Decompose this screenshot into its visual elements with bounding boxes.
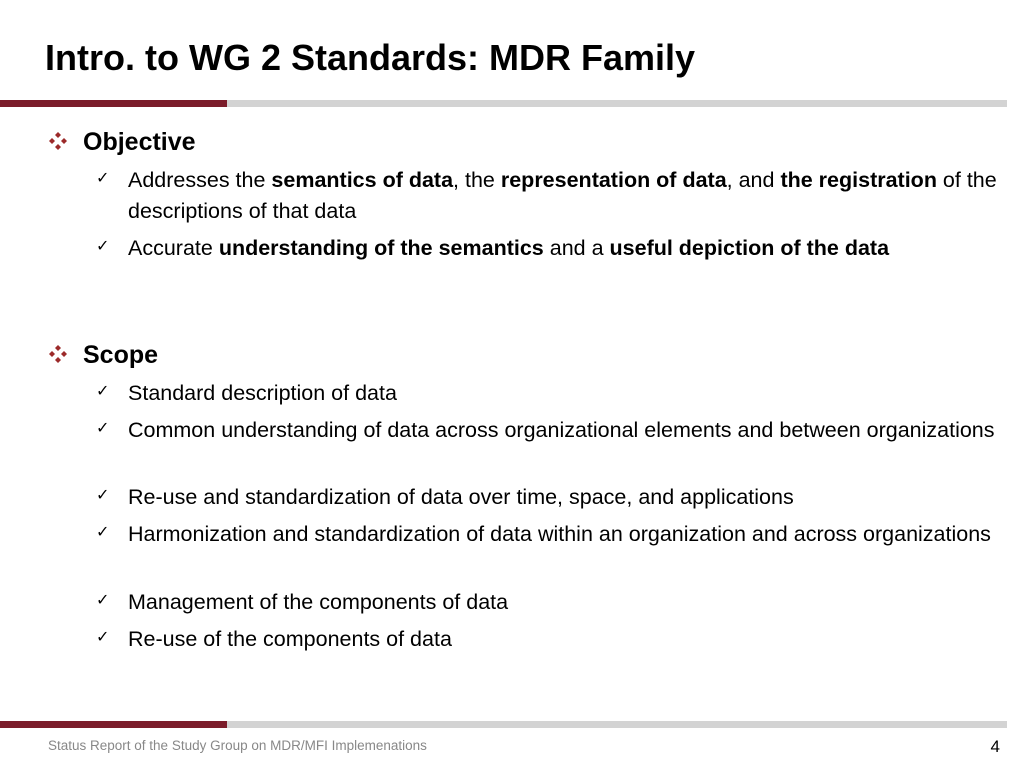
checkmark-icon: ✓ (96, 418, 110, 437)
scope-item-text: Standard description of data (128, 381, 397, 405)
diamond-bullet-icon (48, 344, 68, 364)
section-title-objective: Objective (83, 128, 196, 156)
footer-divider (0, 721, 1007, 728)
scope-item-text: Re-use of the components of data (128, 627, 452, 651)
diamond-bullet-icon (48, 131, 68, 151)
objective-item-text: Accurate understanding of the semantics and a useful depiction of the data (128, 236, 890, 260)
scope-item-text: Harmonization and standardization of data within an organization and across organizations (128, 522, 991, 546)
checkmark-icon: ✓ (96, 381, 110, 400)
objective-item-text: Addresses the semantics of data, the representation of data, and the registration of the descriptions of that data (128, 168, 997, 223)
divider-rest (227, 721, 1007, 728)
divider-rest (227, 100, 1007, 107)
checkmark-icon: ✓ (96, 590, 110, 609)
scope-item-text: Re-use and standardization of data over time, space, and applications (128, 485, 794, 509)
divider-accent (0, 721, 227, 728)
divider-accent (0, 100, 227, 107)
scope-item-text: Management of the components of data (128, 590, 509, 614)
section-title-scope: Scope (83, 341, 159, 369)
checkmark-icon: ✓ (96, 168, 110, 187)
footer-text: Status Report of the Study Group on MDR/MFI Implemenations (48, 738, 427, 753)
checkmark-icon: ✓ (96, 522, 110, 541)
scope-item-text: Common understanding of data across organizational elements and between organizations (128, 418, 995, 442)
checkmark-icon: ✓ (96, 627, 110, 646)
checkmark-icon: ✓ (96, 236, 110, 255)
checkmark-icon: ✓ (96, 485, 110, 504)
title-divider (0, 100, 1007, 107)
page-number: 4 (990, 737, 1000, 756)
slide-title: Intro. to WG 2 Standards: MDR Family (45, 37, 696, 78)
